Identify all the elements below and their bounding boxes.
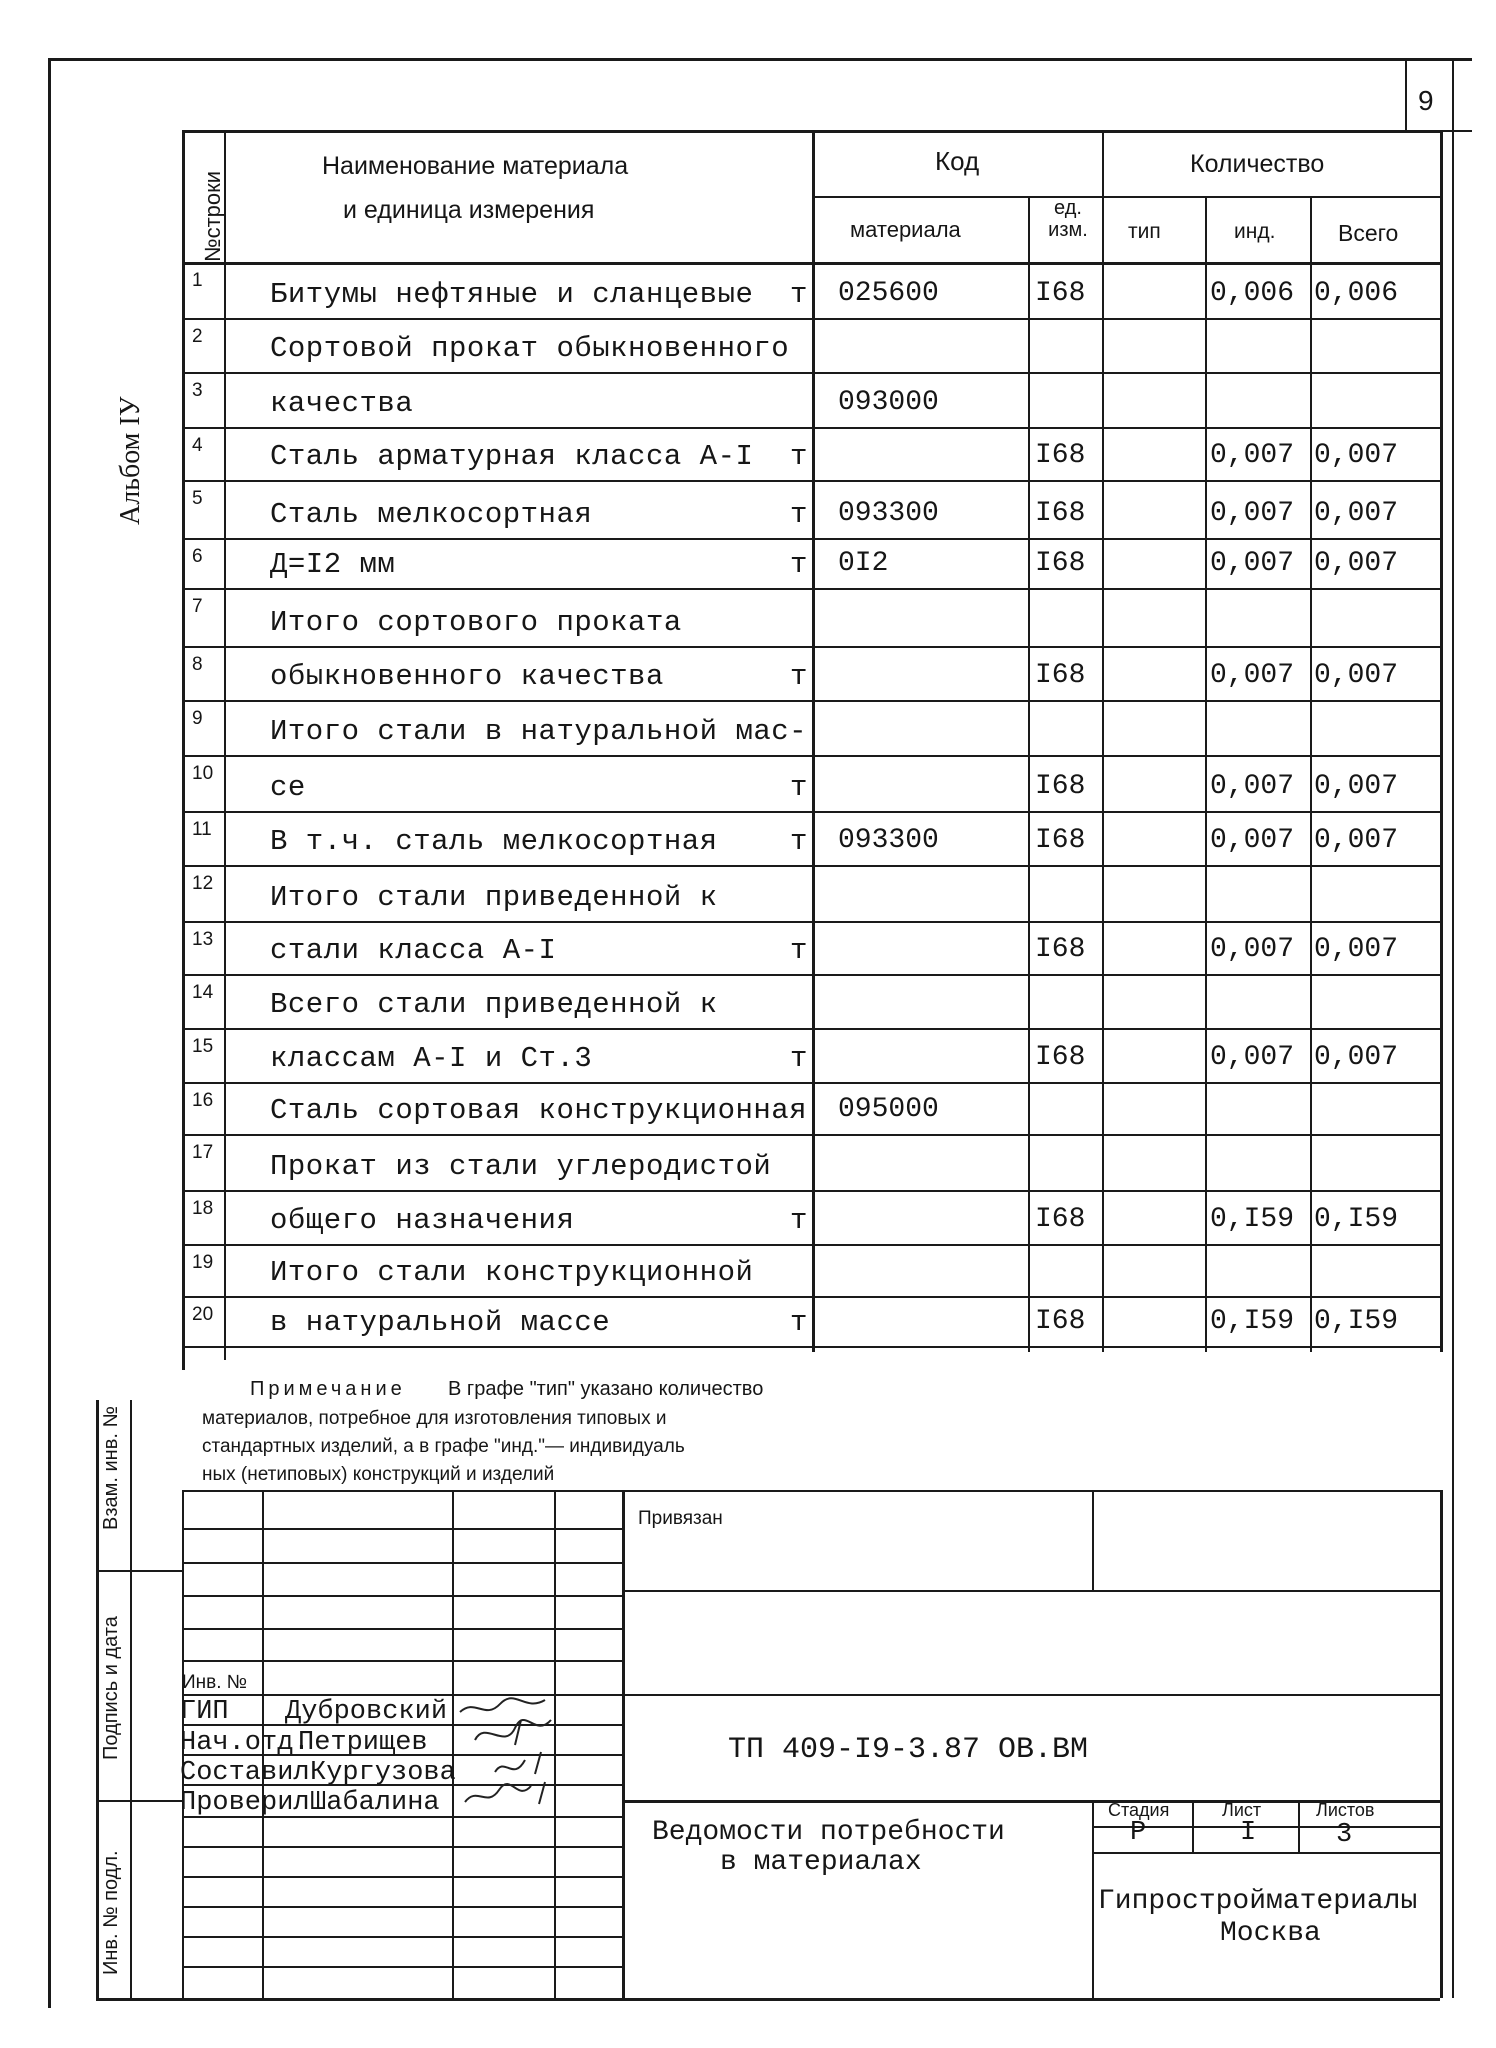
sheets-label: Листов [1316,1800,1375,1820]
header-name-line2: и единица измерения [343,196,595,224]
material-name: Сортовой прокат обыкновенного [270,332,790,365]
material-name: Сталь арматурная класса А-I [270,440,754,473]
material-code: 095000 [838,1094,939,1125]
material-code: 0I2 [838,548,889,579]
grid-line [182,755,1440,757]
sheet-value: I [1240,1818,1257,1848]
grid-line [130,1400,132,2000]
grid-line [96,1998,1440,2001]
grid-line [622,1590,1440,1592]
grid-line [1102,130,1104,1352]
material-name: Сталь сортовая конструкционная [270,1094,808,1127]
row-number: 20 [192,1304,214,1325]
header-name-line1: Наименование материала [322,152,629,180]
row-number: 6 [192,546,203,567]
row-number: 18 [192,1198,214,1219]
note-heading: Примечание [250,1378,406,1400]
material-name: в натуральной массе [270,1306,611,1339]
qty-ind: 0,007 [1210,440,1295,471]
material-name: качества [270,387,414,420]
grid-line [182,1966,622,1968]
unit-code: I68 [1035,934,1086,965]
side-label-inv-original: Инв. № подл. [100,1850,122,1975]
unit-label: т [790,548,808,581]
name-gip: Дубровский [285,1697,448,1727]
qty-ind: 0,007 [1210,771,1295,802]
role-head: Нач.отд. [180,1728,310,1758]
row-number: 8 [192,654,203,675]
stage-label: Стадия [1108,1800,1170,1820]
note-line4: ных (нетиповых) конструкций и изделий [202,1464,555,1485]
unit-label: т [790,934,808,967]
grid-line [1028,196,1030,1352]
grid-line [622,1490,625,1998]
grid-line [182,372,1440,374]
qty-total: 0,007 [1314,498,1399,529]
grid-line [182,427,1440,429]
material-code: 093000 [838,387,939,418]
unit-label: т [790,660,808,693]
grid-line [182,1244,1440,1246]
grid-line [182,865,1440,867]
grid-line [182,262,1440,265]
material-name: общего назначения [270,1204,575,1237]
header-quantity: Количество [1190,150,1325,178]
material-name: Итого стали приведенной к [270,881,718,914]
grid-line [182,480,1440,482]
name-head: Петрищев [298,1728,428,1758]
unit-label: т [790,498,808,531]
header-qty-ind: инд. [1234,220,1276,243]
row-number: 10 [192,763,214,784]
grid-line [1205,196,1207,1352]
row-number: 4 [192,435,203,456]
unit-label: т [790,440,808,473]
frame-left [48,58,51,2008]
row-number: 15 [192,1036,214,1057]
role-checker: Проверил [180,1788,310,1818]
row-number: 19 [192,1252,214,1273]
qty-total: 0,006 [1314,278,1399,309]
unit-code: I68 [1035,1042,1086,1073]
privyazan-label: Привязан [638,1508,723,1529]
role-author: Составил [180,1758,310,1788]
grid-line [1440,1490,1443,1998]
row-number: 3 [192,380,203,401]
unit-code: I68 [1035,1306,1086,1337]
grid-line [182,1876,622,1878]
grid-line [182,538,1440,540]
grid-line [182,1296,1440,1298]
grid-line [452,1490,454,1998]
qty-total: 0,007 [1314,771,1399,802]
qty-ind: 0,007 [1210,498,1295,529]
sheets-value: 3 [1336,1820,1353,1850]
material-name: Д=I2 мм [270,548,396,581]
material-name: обыкновенного качества [270,660,664,693]
grid-line [1092,1800,1094,1998]
unit-code: I68 [1035,825,1086,856]
org-name: Гипростройматериалы [1098,1886,1418,1917]
header-row-number: №строки [200,170,225,262]
grid-line [182,1190,1440,1192]
material-code: 025600 [838,278,939,309]
grid-line [1192,1800,1194,1852]
org-city: Москва [1220,1918,1321,1949]
grid-line [182,1562,622,1564]
grid-line [182,1134,1440,1136]
inv-no-label: Инв. № [182,1672,248,1693]
row-number: 16 [192,1090,214,1111]
row-number: 1 [192,270,203,291]
material-name: классам А-I и Ст.3 [270,1042,593,1075]
grid-line [182,1082,1440,1084]
unit-code: I68 [1035,771,1086,802]
role-gip: ГИП [180,1697,229,1727]
grid-line [182,588,1440,590]
grid-line [182,1528,622,1530]
material-code: 093300 [838,498,939,529]
note-line3: стандартных изделий, а в графе "инд."— индивидуаль [202,1436,685,1457]
name-checker: Шабалина [310,1788,440,1818]
grid-line [182,1595,622,1597]
qty-ind: 0,I59 [1210,1204,1295,1235]
row-number: 17 [192,1142,214,1163]
qty-total: 0,I59 [1314,1204,1399,1235]
grid-line [182,974,1440,976]
note-line1: В графе "тип" указано количество [448,1378,764,1400]
material-code: 093300 [838,825,939,856]
unit-code: I68 [1035,1204,1086,1235]
header-code-unit: ед. изм. [1048,197,1088,241]
qty-ind: 0,I59 [1210,1306,1295,1337]
unit-label: т [790,1306,808,1339]
grid-line [182,1028,1440,1030]
qty-total: 0,007 [1314,660,1399,691]
material-name: Итого сортового проката [270,606,682,639]
qty-total: 0,007 [1314,1042,1399,1073]
grid-line [182,1660,622,1662]
grid-line [182,1846,622,1848]
grid-line [182,646,1440,648]
side-label-replace: Взам. инв. № [100,1406,122,1530]
unit-label: т [790,1042,808,1075]
row-number: 13 [192,929,214,950]
grid-line [1092,1490,1094,1590]
note-line2: материалов, потребное для изготовления типовых и [202,1408,667,1429]
sheet-label: Лист [1222,1800,1262,1820]
frame-top [48,58,1472,61]
row-number: 12 [192,873,214,894]
material-name: се [270,771,306,804]
row-number: 9 [192,708,203,729]
material-name: Прокат из стали углеродистой [270,1150,772,1183]
header-qty-total: Всего [1338,220,1399,246]
grid-line [182,1906,622,1908]
row-number: 14 [192,982,214,1003]
name-author: Кургузова [310,1758,456,1788]
unit-label: т [790,825,808,858]
qty-total: 0,007 [1314,825,1399,856]
row-number: 5 [192,488,203,509]
grid-line [1440,130,1443,1352]
grid-line [182,921,1440,923]
grid-line [1092,1852,1440,1854]
grid-line [182,1346,1440,1348]
grid-line [96,1570,182,1572]
unit-label: т [790,771,808,804]
header-qty-type: тип [1128,220,1161,243]
qty-ind: 0,007 [1210,660,1295,691]
grid-line [182,130,1440,133]
grid-line [1310,196,1312,1352]
unit-code: I68 [1035,440,1086,471]
unit-label: т [790,1204,808,1237]
material-name: В т.ч. сталь мелкосортная [270,825,718,858]
material-name: Битумы нефтяные и сланцевые [270,278,754,311]
material-name: стали класса А-I [270,934,557,967]
grid-line [812,196,1440,198]
side-label-signature: Подпись и дата [100,1616,122,1760]
grid-line [622,1694,1440,1696]
grid-line [96,1400,99,2000]
qty-ind: 0,006 [1210,278,1295,309]
material-name: Итого стали в натуральной мас- [270,715,808,748]
material-name: Итого стали конструкционной [270,1256,754,1289]
qty-ind: 0,007 [1210,934,1295,965]
album-label: Альбом IУ [115,396,146,525]
grid-line [182,811,1440,813]
grid-line [224,130,226,1360]
header-code-material: материала [850,217,961,242]
qty-total: 0,007 [1314,934,1399,965]
unit-code: I68 [1035,278,1086,309]
row-number: 11 [192,819,212,840]
qty-total: 0,I59 [1314,1306,1399,1337]
grid-line [182,1490,1440,1492]
signatures-image [455,1690,565,1820]
frame-right [1452,58,1454,1998]
unit-code: I68 [1035,548,1086,579]
grid-line [182,318,1440,320]
page-number: 9 [1418,85,1434,116]
document-code: ТП 409-I9-3.87 ОВ.ВМ [728,1733,1089,1767]
row-number: 2 [192,326,203,347]
material-name: Сталь мелкосортная [270,498,593,531]
grid-line [1298,1800,1300,1852]
grid-line [812,130,815,1352]
grid-line [96,1800,182,1802]
stage-value: Р [1130,1818,1147,1848]
unit-code: I68 [1035,498,1086,529]
qty-ind: 0,007 [1210,548,1295,579]
unit-label: т [790,278,808,311]
grid-line [182,1628,622,1630]
grid-line [182,130,185,1370]
qty-total: 0,007 [1314,548,1399,579]
doc-title-line2: в материалах [720,1847,922,1878]
material-name: Всего стали приведенной к [270,988,718,1021]
unit-code: I68 [1035,660,1086,691]
doc-title-line1: Ведомости потребности [652,1817,1005,1848]
header-code: Код [935,146,980,176]
row-number: 7 [192,596,203,617]
qty-ind: 0,007 [1210,1042,1295,1073]
grid-line [182,1936,622,1938]
grid-line [182,700,1440,702]
qty-total: 0,007 [1314,440,1399,471]
qty-ind: 0,007 [1210,825,1295,856]
